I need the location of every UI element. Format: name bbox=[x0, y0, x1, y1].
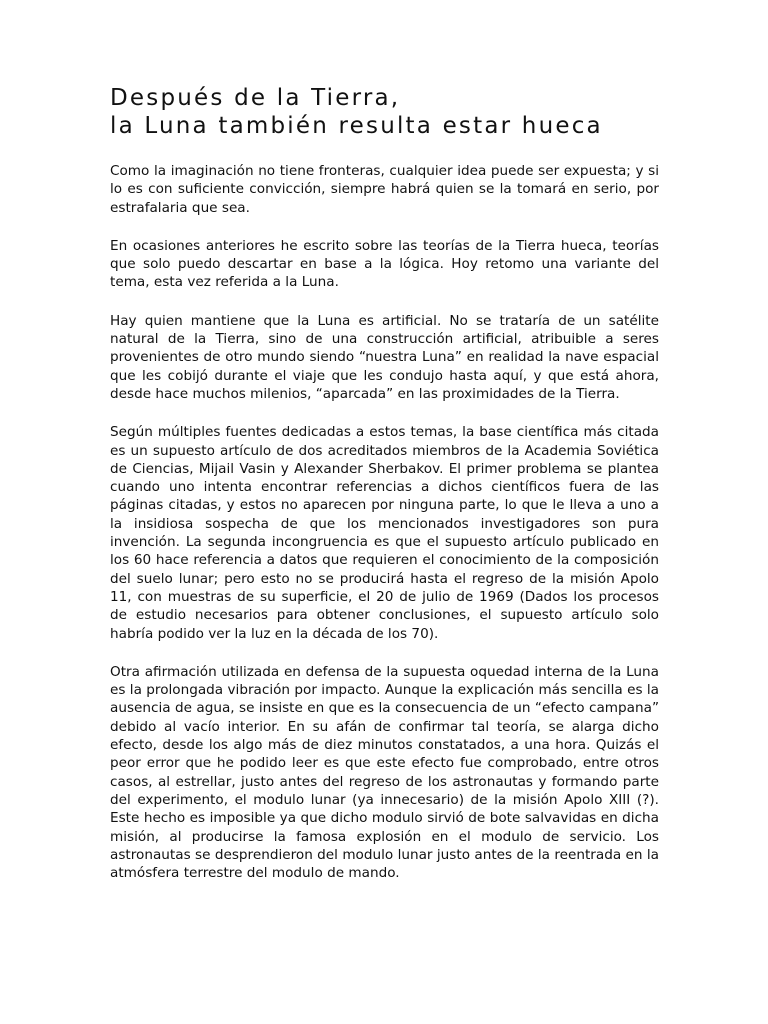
document-title bbox=[110, 84, 659, 140]
document-page bbox=[110, 84, 659, 902]
paragraph-2: En ocasiones anteriores he escrito sobre las teorías de la Tierra hueca, teorías que solo puedo descartar en base a la lógica. Hoy retomo una variante del tema, esta vez referida a la Luna. bbox=[110, 237, 659, 291]
paragraph-1: Como la imaginación no tiene fronteras, cualquier idea puede ser expuesta; y si lo es con suficiente convicción, siempre habrá quien se la tomará en serio, por estrafalaria que sea. bbox=[110, 163, 659, 216]
paragraph-3: Hay quien mantiene que la Luna es artificial. No se trataría de un satélite natural de la Tierra, sino de una construcción artificial, atribuible a seres provenientes de otro mundo siendo “nuestra Luna” en realidad la nave espacial que les cobijó durante el viaje que les condujo hasta aquí, y que está ahora, desde hace muchos milenios, “aparcada” en las proximidades de la Tierra. bbox=[110, 312, 659, 402]
paragraph-4: Según múltiples fuentes dedicadas a estos temas, la base científica más citada es un supuesto artículo de dos acreditados miembros de la Academia Soviética de Ciencias, Mijail Vasin y Alexander Sherbakov. El primer problema se plantea cuando uno intenta encontrar referencias a dichos científicos fuera de las páginas citadas, y estos no aparecen por ninguna parte, lo que le lleva a uno a la insidiosa sospecha de que los mencionados investigadores son pura invención. La segunda incongruencia es que el supuesto artículo publicado en los 60 hace referencia a datos que requieren el conocimiento de la composición del suelo lunar; pero esto no se producirá hasta el regreso de la misión Apolo 11, con muestras de su superficie, el 20 de julio de 1969 (Dados los procesos de estudio necesarios para obtener conclusiones, el supuesto artículo solo habría podido ver la luz en la década de los 70). bbox=[110, 424, 659, 642]
title-line-2: la Luna también resulta estar hueca bbox=[110, 113, 603, 139]
title-line-1: Después de la Tierra, bbox=[110, 85, 401, 111]
paragraph-5: Otra afirmación utilizada en defensa de la supuesta oquedad interna de la Luna es la prolongada vibración por impacto. Aunque la explicación más sencilla es la ausencia de agua, se insiste en que es la consecuencia de un “efecto campana” debido al vacío interior. En su afán de confirmar tal teoría, se alarga dicho efecto, desde los algo más de diez minutos constatados, a una hora. Quizás el peor error que he podido leer es que este efecto fue comprobado, entre otros casos, al estrellar, justo antes del regreso de los astronautas y formando parte del experimento, el modulo lunar (ya innecesario) de la misión Apolo XIII (?). Este hecho es imposible ya que dicho modulo sirvió de bote salvavidas en dicha misión, al producirse la famosa explosión en el modulo de servicio. Los astronautas se desprendieron del modulo lunar justo antes de la reentrada en la atmósfera terrestre del modulo de mando. bbox=[110, 663, 659, 882]
